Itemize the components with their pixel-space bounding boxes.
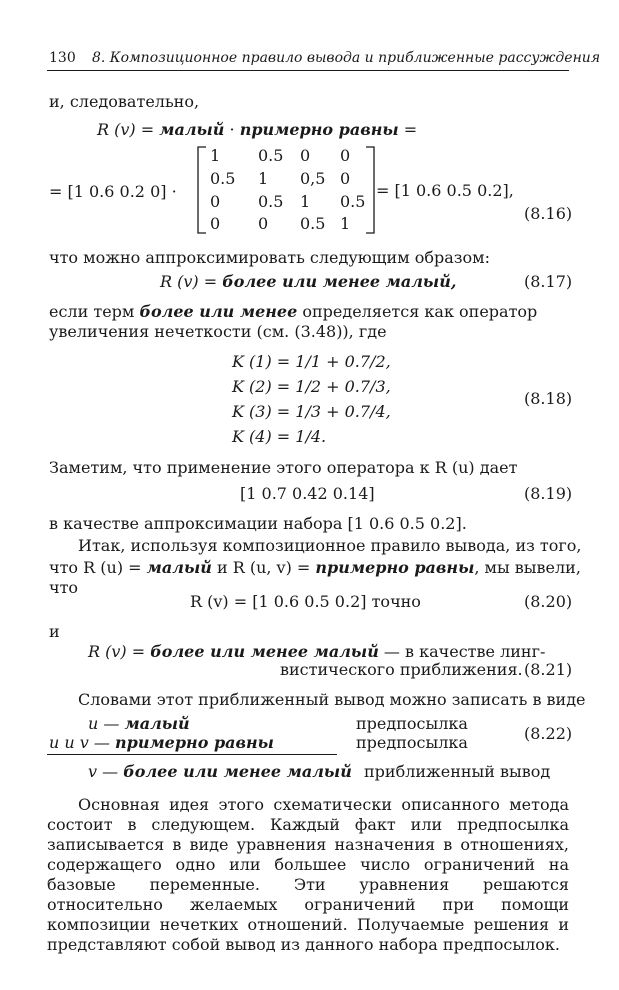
equation-number-8-16: (8.16) — [524, 204, 573, 223]
matrix-cell: 0 — [340, 146, 351, 165]
row-vector-left: = [1 0.6 0.2 0] · — [49, 182, 177, 201]
premise-2-var: u и v — — [49, 733, 115, 752]
eq817-lhs: R (v) = — [160, 272, 223, 291]
eq-head-dot: · — [224, 120, 240, 139]
equation-8-21-line-2: вистического приближения. — [280, 660, 523, 679]
eq821-suffix: — в качестве линг- — [378, 642, 546, 661]
note-line: Заметим, что применение этого оператора к R (u) дает — [49, 458, 518, 477]
matrix-cell: 0.5 — [340, 192, 366, 211]
matrix-left-bracket — [196, 146, 208, 234]
k1-line: K (1) = 1/1 + 0.7/2, — [232, 352, 391, 371]
conclusion — [88, 762, 352, 781]
matrix-cell: 0,5 — [300, 169, 326, 188]
chto-small: малый — [146, 558, 212, 577]
matrix-cell: 0.5 — [258, 192, 284, 211]
k4-line: K (4) = 1/4. — [232, 427, 327, 446]
matrix-cell: 0 — [340, 169, 351, 188]
chto-line — [49, 558, 581, 577]
eq-head-term-approx-equal: примерно равны — [239, 120, 399, 139]
matrix-cell: 0 — [210, 192, 221, 211]
term-suffix: определяется как оператор — [297, 302, 538, 321]
premise-2-term: примерно равны — [115, 733, 274, 752]
syllogism-rule — [47, 754, 337, 755]
matrix-cell: 1 — [210, 146, 221, 165]
conclusion-var: v — — [88, 762, 124, 781]
premise-1-term: малый — [124, 714, 190, 733]
premise-2-label: предпосылка — [356, 733, 468, 752]
vector-8-19: [1 0.7 0.42 0.14] — [240, 484, 375, 503]
premise-1 — [88, 714, 190, 733]
chto-approx-equal: примерно равны — [315, 558, 475, 577]
equation-number-8-18: (8.18) — [524, 389, 573, 408]
matrix-right-bracket — [364, 146, 376, 234]
term-line — [49, 302, 537, 321]
approximate-text: что можно аппроксимировать следующим образом: — [49, 248, 490, 267]
approx-set-line: в качестве аппроксимации набора [1 0.6 0.5 0.2]. — [49, 514, 467, 533]
intro-line: и, следовательно, — [49, 92, 200, 111]
matrix-cell: 1 — [300, 192, 311, 211]
matrix-cell: 1 — [340, 214, 351, 233]
term-line-2: увеличения нечеткости (см. (3.48)), где — [49, 322, 387, 341]
matrix-cell: 0.5 — [300, 214, 326, 233]
chto-suffix: , мы вывели, — [474, 558, 581, 577]
premise-1-label: предпосылка — [356, 714, 468, 733]
closing-paragraph: Основная идея этого схематически описанного метода состоит в следующем. Каждый факт или предпосылка записывается в виде уравнения назначения в отношениях, содержащего одно или большее число ограничений на базовые переменные. Эти уравнения решаются относительно желаемых ограничений при помощи композиции нечетких отношений. Получаемые решения и представляют собой вывод из данного набора предпосылок. — [47, 795, 569, 954]
conclusion-label: приближенный вывод — [364, 762, 551, 781]
matrix-cell: 1 — [258, 169, 269, 188]
conclusion-term: более или менее малый — [123, 762, 352, 781]
eq821-lhs: R (v) = — [88, 642, 151, 661]
matrix-cell: 0.5 — [210, 169, 236, 188]
premise-1-var: u — — [88, 714, 125, 733]
equation-8-17 — [160, 272, 456, 291]
running-title: 8. Композиционное правило вывода и приближенные рассуждения — [92, 50, 601, 66]
eq-head-term-small: малый — [159, 120, 225, 139]
chto-prefix: что R (u) = — [49, 558, 147, 577]
header-rule — [47, 70, 569, 71]
term-more-or-less: более или менее — [139, 302, 298, 321]
eq817-term: более или менее малый, — [222, 272, 457, 291]
k2-line: K (2) = 1/2 + 0.7/3, — [232, 377, 391, 396]
equation-number-8-17: (8.17) — [524, 272, 573, 291]
eq821-term: более или менее малый — [150, 642, 379, 661]
equation-head — [97, 120, 417, 139]
page-number: 130 — [49, 50, 76, 66]
equation-number-8-22: (8.22) — [524, 724, 573, 743]
matrix-cell: 0 — [210, 214, 221, 233]
equation-number-8-19: (8.19) — [524, 484, 573, 503]
matrix-cell: 0.5 — [258, 146, 284, 165]
premise-2 — [49, 733, 274, 752]
equation-8-21 — [88, 642, 545, 661]
equation-number-8-21: (8.21) — [524, 660, 573, 679]
k3-line: K (3) = 1/3 + 0.7/4, — [232, 402, 391, 421]
chto-mid: и R (u, v) = — [211, 558, 316, 577]
itak-line: Итак, используя композиционное правило вывода, из того, — [78, 536, 582, 555]
equation-8-20: R (v) = [1 0.6 0.5 0.2] точно — [190, 592, 421, 611]
chto-line-2: что — [49, 578, 79, 597]
eq-head-lhs: R (v) = — [97, 120, 160, 139]
and-line: и — [49, 622, 60, 641]
eq-head-equals: = — [398, 120, 418, 139]
equation-number-8-20: (8.20) — [524, 592, 573, 611]
row-vector-right: = [1 0.6 0.5 0.2], — [376, 181, 514, 200]
words-line: Словами этот приближенный вывод можно записать в виде — [78, 690, 586, 709]
term-prefix: если терм — [49, 302, 140, 321]
matrix-cell: 0 — [300, 146, 311, 165]
matrix-cell: 0 — [258, 214, 269, 233]
